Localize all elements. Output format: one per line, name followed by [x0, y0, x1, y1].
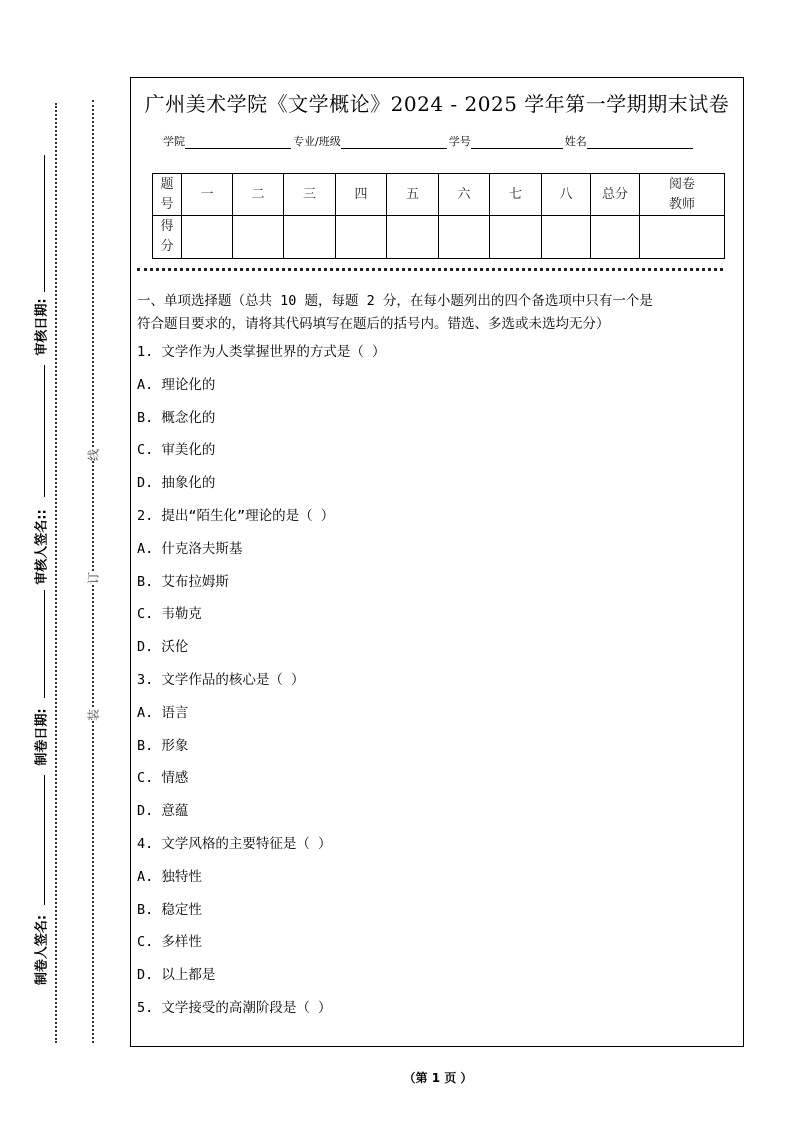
name-label: 姓名 [564, 135, 587, 148]
reviewer-sign-label: 审核人签名:: [34, 509, 50, 585]
answer-option: B. 艾布拉姆斯 [137, 573, 229, 590]
answer-option: A. 语言 [137, 704, 189, 721]
question-stem: 4. 文学风格的主要特征是（ ） [137, 835, 332, 852]
score-cell[interactable] [336, 216, 387, 259]
make-date-underline [44, 590, 45, 698]
question-stem: 2. 提出“陌生化”理论的是（ ） [137, 507, 335, 524]
score-cell[interactable] [182, 216, 233, 259]
student-info-row [163, 133, 695, 149]
question-stem: 5. 文学接受的高潮阶段是（ ） [137, 999, 332, 1016]
name-field[interactable] [587, 136, 693, 149]
reviewer-sign-underline [44, 365, 45, 497]
make-date-label: 制卷日期: [34, 708, 50, 766]
column-header: 一 [182, 174, 233, 216]
exam-frame [130, 77, 744, 1047]
student-id-field[interactable] [471, 136, 563, 149]
score-cell[interactable] [284, 216, 336, 259]
major-class-label: 专业/班级 [293, 135, 341, 148]
question-stem: 1. 文学作为人类掌握世界的方式是（ ） [137, 344, 386, 360]
column-header: 七 [490, 174, 542, 216]
question-list [137, 336, 735, 1025]
column-header: 四 [336, 174, 387, 216]
question-stem: 3. 文学作品的核心是（ ） [137, 671, 305, 688]
maker-sign-label: 制卷人签名: [34, 914, 50, 986]
answer-option: C. 审美化的 [137, 442, 216, 459]
student-id-label: 学号 [448, 135, 471, 148]
score-cell[interactable] [387, 216, 439, 259]
answer-option: A. 什克洛夫斯基 [137, 540, 243, 557]
score-cell[interactable] [490, 216, 542, 259]
section-divider [137, 268, 723, 271]
score-cell[interactable] [542, 216, 591, 259]
column-header: 六 [439, 174, 490, 216]
answer-option: C. 多样性 [137, 934, 202, 951]
answer-option: C. 情感 [137, 770, 189, 787]
column-header: 五 [387, 174, 439, 216]
questions-section [137, 290, 735, 1025]
college-label: 学院 [163, 135, 185, 148]
answer-option: A. 理论化的 [137, 376, 216, 393]
score-cell[interactable] [233, 216, 284, 259]
score-table-score-row [153, 216, 725, 259]
grader-label: 阅卷 教师 [640, 174, 725, 216]
score-label: 得 分 [153, 216, 182, 259]
binding-mark-bind: 装 [83, 709, 104, 721]
binding-dotted-line-outer [55, 103, 57, 1043]
column-header: 二 [233, 174, 284, 216]
answer-option: D. 以上都是 [137, 967, 216, 984]
score-table-header-row [153, 174, 725, 216]
score-table [152, 173, 725, 259]
major-class-field[interactable] [341, 136, 447, 149]
exam-title: 广州美术学院《文学概论》2024 - 2025 学年第一学期期末试卷 [144, 92, 730, 116]
score-cell[interactable] [591, 216, 640, 259]
score-cell[interactable] [640, 216, 725, 259]
column-header: 总分 [591, 174, 640, 216]
answer-option: D. 沃伦 [137, 639, 189, 656]
score-cell[interactable] [439, 216, 490, 259]
page-number: （第 1 页 ） [403, 1071, 473, 1085]
answer-option: B. 稳定性 [137, 901, 202, 918]
answer-option: C. 韦勒克 [137, 606, 202, 623]
instruction-line: 符合题目要求的，请将其代码填写在题后的括号内。错选、多选或未选均无分） [137, 316, 610, 332]
answer-option: D. 抽象化的 [137, 475, 216, 492]
section-instruction [137, 290, 735, 336]
college-field[interactable] [185, 136, 291, 149]
binding-mark-line: 线 [83, 449, 104, 461]
instruction-line: 一、单项选择题（总共 10 题，每题 2 分，在每小题列出的四个备选项中只有一个是 [137, 293, 653, 309]
answer-option: B. 形象 [137, 737, 189, 754]
maker-sign-underline [44, 775, 45, 905]
review-date-label: 审核日期: [34, 298, 50, 356]
column-header: 八 [542, 174, 591, 216]
review-date-underline [44, 155, 45, 292]
answer-option: B. 概念化的 [137, 409, 216, 426]
question-number-label: 题 号 [153, 174, 182, 216]
answer-option: D. 意蕴 [137, 803, 189, 820]
binding-mark-staple: 订 [83, 572, 104, 584]
column-header: 三 [284, 174, 336, 216]
answer-option: A. 独特性 [137, 868, 202, 885]
